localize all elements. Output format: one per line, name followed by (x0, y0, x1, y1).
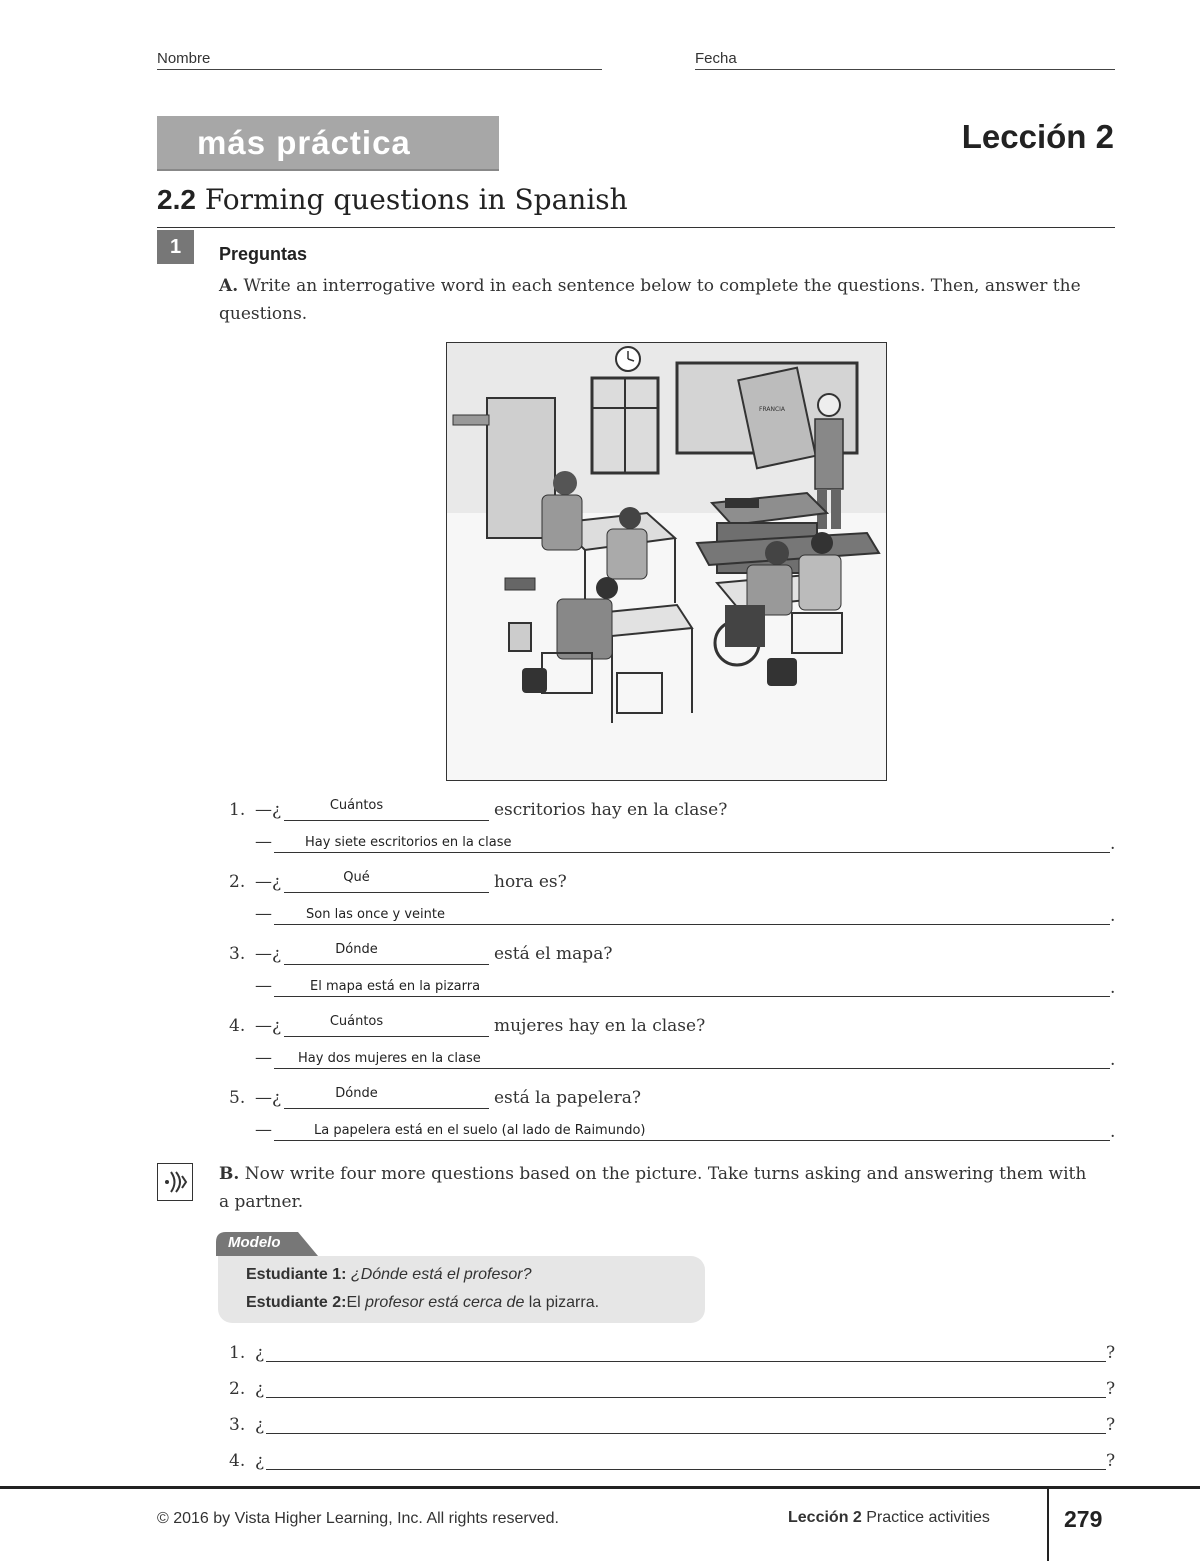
student-2-label: Estudiante 2: (246, 1294, 347, 1311)
part-a-instructions (219, 272, 1099, 328)
copyright: © 2016 by Vista Higher Learning, Inc. All rights reserved. (157, 1510, 559, 1527)
question-rest: escritorios hay en la clase? (494, 800, 728, 820)
nombre-line[interactable] (157, 69, 602, 70)
question-open: —¿ (255, 1088, 282, 1108)
write-line-number: 2. (229, 1379, 246, 1399)
write-line-close: ? (1106, 1343, 1116, 1363)
page-number: 279 (1064, 1506, 1103, 1532)
write-line-blank[interactable] (266, 1377, 1106, 1398)
student-2-text-c: la pizarra. (524, 1294, 600, 1311)
wastebasket (509, 623, 531, 651)
part-b-letter: B. (219, 1164, 240, 1184)
question-open: —¿ (255, 800, 282, 820)
answer-dash: — (255, 904, 272, 924)
part-b-instructions (219, 1160, 1099, 1216)
fecha-label: Fecha (695, 50, 737, 67)
write-line-open: ¿ (255, 1451, 265, 1471)
modelo-box (218, 1256, 705, 1323)
answer-dash: — (255, 832, 272, 852)
write-line-number: 3. (229, 1415, 246, 1435)
answer-period: . (1110, 978, 1116, 998)
part-b-text: Now write four more questions based on the picture. Take turns asking and answering them with (244, 1164, 1087, 1184)
map-label: FRANCIA (759, 406, 786, 413)
write-line-number: 4. (229, 1451, 246, 1471)
student-2-text-a: El (346, 1294, 366, 1311)
answer-text: El mapa está en la pizarra (310, 979, 481, 994)
question-number: 5. (229, 1088, 246, 1108)
answer-text: Hay dos mujeres en la clase (298, 1051, 481, 1066)
nombre-label: Nombre (157, 50, 211, 67)
question-number: 1. (229, 800, 246, 820)
answer-text: Son las once y veinte (306, 907, 445, 922)
fecha-line[interactable] (695, 69, 1115, 70)
write-line-number: 1. (229, 1343, 246, 1363)
part-a-text: Write an interrogative word in each sentence below to complete the questions. Then, answer the (243, 276, 1081, 296)
section-title (157, 183, 628, 216)
write-line-open: ¿ (255, 1343, 265, 1363)
question-number: 3. (229, 944, 246, 964)
question-rest: hora es? (494, 872, 567, 892)
answer-period: . (1110, 834, 1116, 854)
banner-text: más práctica (197, 124, 411, 161)
modelo-line-1 (246, 1266, 531, 1284)
classroom-illustration (446, 342, 887, 781)
question-rest: está la papelera? (494, 1088, 641, 1108)
interrogative-answer: Qué (343, 870, 370, 885)
section-number: 2.2 (157, 184, 196, 215)
modelo-line-2 (246, 1294, 599, 1312)
answer-text: Hay siete escritorios en la clase (305, 835, 512, 850)
pair-activity-icon (157, 1163, 193, 1201)
question-number: 2. (229, 872, 246, 892)
question-open: —¿ (255, 872, 282, 892)
footer-lesson-rest: Practice activities (861, 1509, 990, 1526)
answer-text: La papelera está en el suelo (al lado de Raimundo) (314, 1123, 646, 1138)
question-rest: está el mapa? (494, 944, 613, 964)
student-1-text: ¿Dónde está el profesor? (350, 1266, 532, 1283)
interrogative-answer: Dónde (335, 942, 378, 957)
mas-practica-banner (157, 116, 499, 171)
question-rest: mujeres hay en la clase? (494, 1016, 706, 1036)
write-line-close: ? (1106, 1451, 1116, 1471)
footer-rule (0, 1486, 1200, 1489)
student-2-text-b: profesor está cerca de (365, 1294, 525, 1311)
write-line-open: ¿ (255, 1415, 265, 1435)
activity-title: Preguntas (219, 244, 308, 264)
part-b-text-2: a partner. (219, 1192, 304, 1212)
interrogative-answer: Cuántos (329, 1014, 384, 1029)
write-line-blank[interactable] (266, 1341, 1106, 1362)
question-number: 4. (229, 1016, 246, 1036)
answer-period: . (1110, 906, 1116, 926)
answer-period: . (1110, 1050, 1116, 1070)
answer-dash: — (255, 1120, 272, 1140)
answer-dash: — (255, 976, 272, 996)
modelo-label: Modelo (228, 1234, 281, 1251)
section-rule (157, 227, 1115, 228)
write-line-blank[interactable] (266, 1413, 1106, 1434)
write-line-close: ? (1106, 1415, 1116, 1435)
write-line-close: ? (1106, 1379, 1116, 1399)
question-open: —¿ (255, 944, 282, 964)
footer-divider (1047, 1489, 1049, 1561)
answer-dash: — (255, 1048, 272, 1068)
modelo-tab (216, 1232, 318, 1256)
interrogative-answer: Dónde (335, 1086, 378, 1101)
lesson-title: Lección 2 (961, 118, 1114, 155)
section-title-text: Forming questions in Spanish (204, 183, 628, 216)
classroom-drawing (447, 343, 886, 780)
part-a-text-2: questions. (219, 304, 308, 324)
student-1-label: Estudiante 1: (246, 1266, 347, 1283)
activity-number: 1 (157, 230, 194, 264)
answer-period: . (1110, 1122, 1116, 1142)
footer-lesson (788, 1509, 990, 1527)
interrogative-answer: Cuántos (329, 798, 384, 813)
write-line-blank[interactable] (266, 1449, 1106, 1470)
question-open: —¿ (255, 1016, 282, 1036)
write-line-open: ¿ (255, 1379, 265, 1399)
footer-lesson-bold: Lección 2 (788, 1509, 862, 1526)
part-a-letter: A. (219, 276, 239, 296)
